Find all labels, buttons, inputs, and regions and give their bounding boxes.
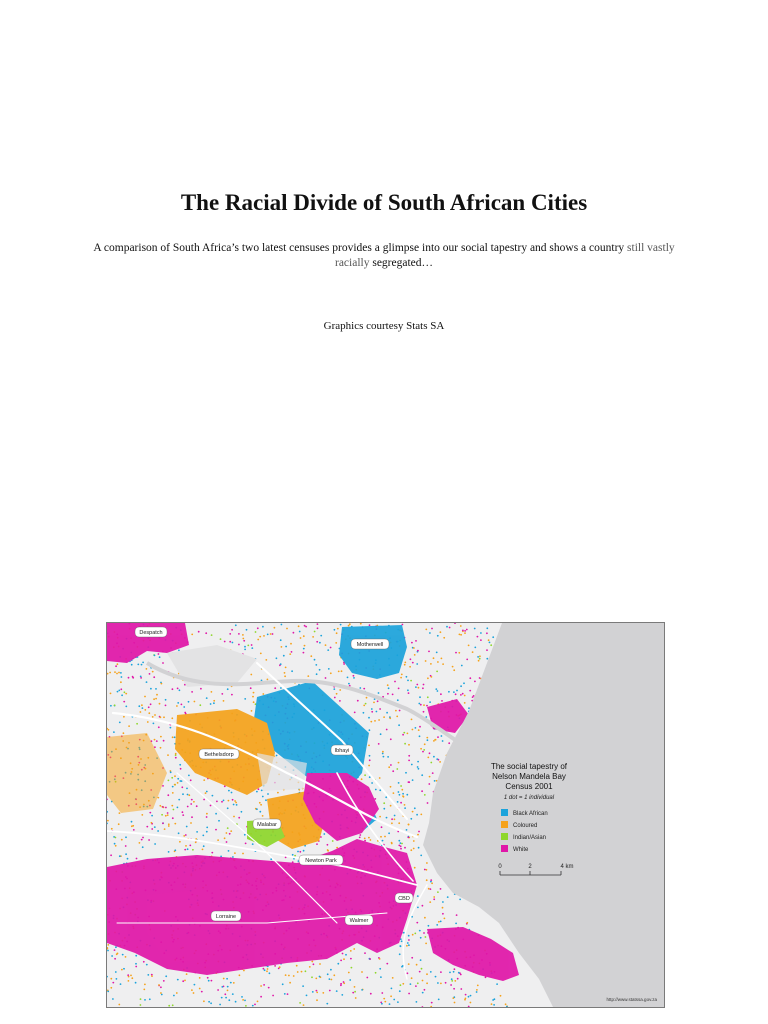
intro-end: segregated… [372, 257, 434, 269]
legend-item [501, 845, 529, 853]
legend-title-3: Census 2001 [505, 782, 553, 791]
scale-tick-2: 2 [528, 864, 532, 870]
legend-label: White [513, 847, 529, 853]
svg-text:Despatch: Despatch [139, 630, 163, 636]
label-lorraine [211, 911, 241, 921]
legend-swatch [501, 833, 508, 840]
legend-label: Black African [513, 811, 548, 817]
svg-text:Malabar: Malabar [257, 822, 277, 828]
label-newton-park [299, 855, 343, 865]
svg-text:CBD: CBD [398, 896, 410, 902]
legend-swatch [501, 809, 508, 816]
svg-text:Ibhayi: Ibhayi [334, 748, 350, 754]
label-malabar [253, 819, 281, 829]
label-despatch [135, 627, 167, 637]
legend-title-2: Nelson Mandela Bay [492, 772, 566, 781]
svg-text:Newton Park: Newton Park [305, 858, 337, 864]
page-title: The Racial Divide of South African Cities [180, 190, 588, 215]
label-bethelsdorp [199, 749, 239, 759]
image-credit: Graphics courtesy Stats SA [323, 320, 445, 332]
scale-tick-0: 0 [498, 864, 502, 870]
legend-swatch [501, 845, 508, 852]
legend-item [501, 833, 546, 841]
legend-label: Coloured [513, 823, 538, 829]
label-motherwell [351, 639, 389, 649]
svg-text:Walmer: Walmer [349, 918, 369, 924]
intro-highlight: still vastly racially [334, 242, 675, 269]
intro-text: A comparison of South Africa’s two latest censuses provides a glimpse into our social tapestry and shows a country [93, 242, 628, 254]
svg-text:Motherwell: Motherwell [356, 642, 384, 648]
label-walmer [345, 915, 373, 925]
intro-paragraph [80, 241, 688, 271]
scale-tick-4: 4 km [560, 864, 574, 870]
map-svg [107, 623, 664, 1007]
map-source: http://www.statssa.gov.za [606, 997, 657, 1002]
svg-text:Lorraine: Lorraine [215, 914, 237, 920]
legend-subtitle: 1 dot = 1 individual [503, 795, 555, 801]
legend-label: Indian/Asian [513, 835, 547, 841]
svg-text:Bethelsdorp: Bethelsdorp [204, 752, 234, 758]
legend-item [501, 821, 537, 829]
census-dot-map [106, 622, 665, 1008]
legend-swatch [501, 821, 508, 828]
legend-title-1: The social tapestry of [490, 762, 568, 771]
label-ibhayi [331, 745, 353, 755]
label-cbd [395, 893, 413, 903]
